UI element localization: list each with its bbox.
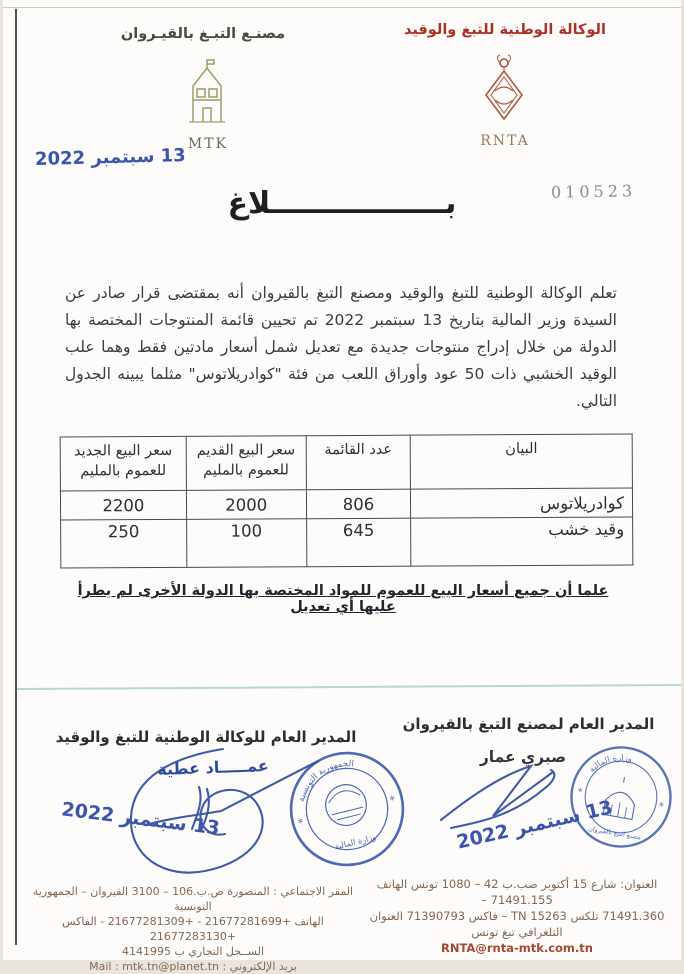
svg-text:وزارة المالية: وزارة المالية	[333, 831, 377, 852]
document-title: بـــــــــــــــــلاغ	[227, 186, 457, 221]
mtk-footer-address	[29, 884, 357, 974]
body-paragraph: تعلم الوكالة الوطنية للتبغ والوقيد ومصنع التبغ بالقيروان أنه بمقتضى قرار صادر عن السيدة وزير المالية بتاريخ 13 سبتمبر 2022 تم تحيين قائمة المنتوجات المختصة بها الدولة من خلال إدراج منتوجات جديدة مع تعديل شمل أسعار مادتين فقط وهما علب الوقيد الخشبي ذات 50 عود وأوراق اللعب من فئة "كوادريلاتوس" مثلما يبينه الجدول التالي.	[65, 284, 617, 410]
cell-item: كوادريلاتوس	[411, 488, 633, 518]
mtk-address-line: الســجل التجاري ب 4141995	[121, 945, 265, 958]
rnta-logo-icon	[478, 55, 530, 133]
reference-number-stamp: 010523	[550, 181, 637, 202]
rnta-date-stamp: 13 سبتمبر 2022	[60, 798, 221, 840]
mtk-email: بريد الإلكتروني : Mail : mtk.tn@planet.tn	[89, 960, 297, 973]
price-note: علما أن جميع أسعار البيع للعموم للمواد المختصة بها الدولة الأخرى لم يطرأ عليها أي تعديل	[77, 583, 609, 615]
rnta-director-name: عمـــــاد عطية	[156, 756, 270, 779]
mtk-address-line: المقر الاجتماعي : المنصورة ص.ب.106 – 3100 القيروان – الجمهورية التونسية	[32, 885, 354, 913]
mtk-logo-icon	[181, 56, 233, 134]
rnta-address-line: 71491.360 تلكس 15263 TN – فاكس 71390793 العنوان التلغرافي تبغ تونس	[369, 909, 665, 939]
svg-text:الجمهورية التونسية: الجمهورية التونسية	[296, 759, 355, 804]
rnta-org-name: الوكالة الوطنية للتبغ والوقيد	[404, 22, 606, 38]
table-header-row	[60, 434, 632, 491]
svg-text:*: *	[576, 786, 584, 799]
price-table	[60, 434, 634, 569]
rnta-abbr-label: RNTA	[480, 133, 530, 149]
mtk-ministry-round-stamp	[557, 733, 684, 860]
mtk-abbr-label: MTK	[187, 136, 229, 152]
cell-old-price: 2000	[186, 490, 306, 520]
mtk-director-title: المدير العام لمصنع التبغ بالقيروان	[402, 715, 655, 733]
col-header-item: البيان	[411, 434, 633, 489]
svg-text:مصنع التبغ بالقيروان: مصنع التبغ بالقيروان	[587, 824, 642, 842]
cell-list-number: 806	[306, 489, 411, 519]
rnta-footer-address	[361, 876, 673, 956]
col-header-list-number: عدد القائمة	[306, 435, 411, 490]
svg-text:*: *	[657, 801, 665, 813]
scan-left-edge-line	[15, 9, 17, 945]
cell-new-price: 2200	[60, 490, 186, 520]
cell-list-number: 645	[306, 518, 411, 567]
mtk-date-stamp: 13 سبتمبر 2022	[454, 796, 615, 854]
cell-item: وقيد خشب	[411, 517, 633, 566]
top-date-stamp: 13 سبتمبر 2022	[34, 145, 186, 170]
svg-text:وزارة المالية: وزارة المالية	[586, 752, 634, 775]
mtk-address-line: الهاتف +21677281699 - +21677281309 - الفاكس +21677283130	[62, 915, 324, 943]
cell-old-price: 100	[186, 519, 306, 568]
col-header-new-price: سعر البيع الجديد للعموم بالمليم	[60, 436, 186, 491]
rnta-director-title: المدير العام للوكالة الوطنية للتبغ والوقيد	[55, 728, 357, 746]
svg-text:*: *	[296, 816, 306, 831]
svg-text:*: *	[388, 793, 398, 808]
rnta-address-line: العنوان: شارع 15 أكتوبر صب.ب 42 – 1080 تونس الهاتف 71491.155 –	[376, 877, 658, 907]
col-header-old-price: سعر البيع القديم للعموم بالمليم	[186, 436, 306, 491]
rnta-email: RNTA@rnta-mtk.com.tn	[441, 941, 593, 955]
scan-top-edge-line	[3, 7, 681, 8]
separator-line	[17, 684, 681, 690]
mtk-director-name: صبري عمار	[479, 748, 567, 766]
mtk-org-name: مصنـع التبـغ بالقيـروان	[120, 26, 286, 42]
scanned-communique-page	[3, 0, 681, 973]
table-row	[60, 488, 632, 520]
cell-new-price: 250	[61, 519, 187, 568]
table-row	[61, 517, 633, 568]
